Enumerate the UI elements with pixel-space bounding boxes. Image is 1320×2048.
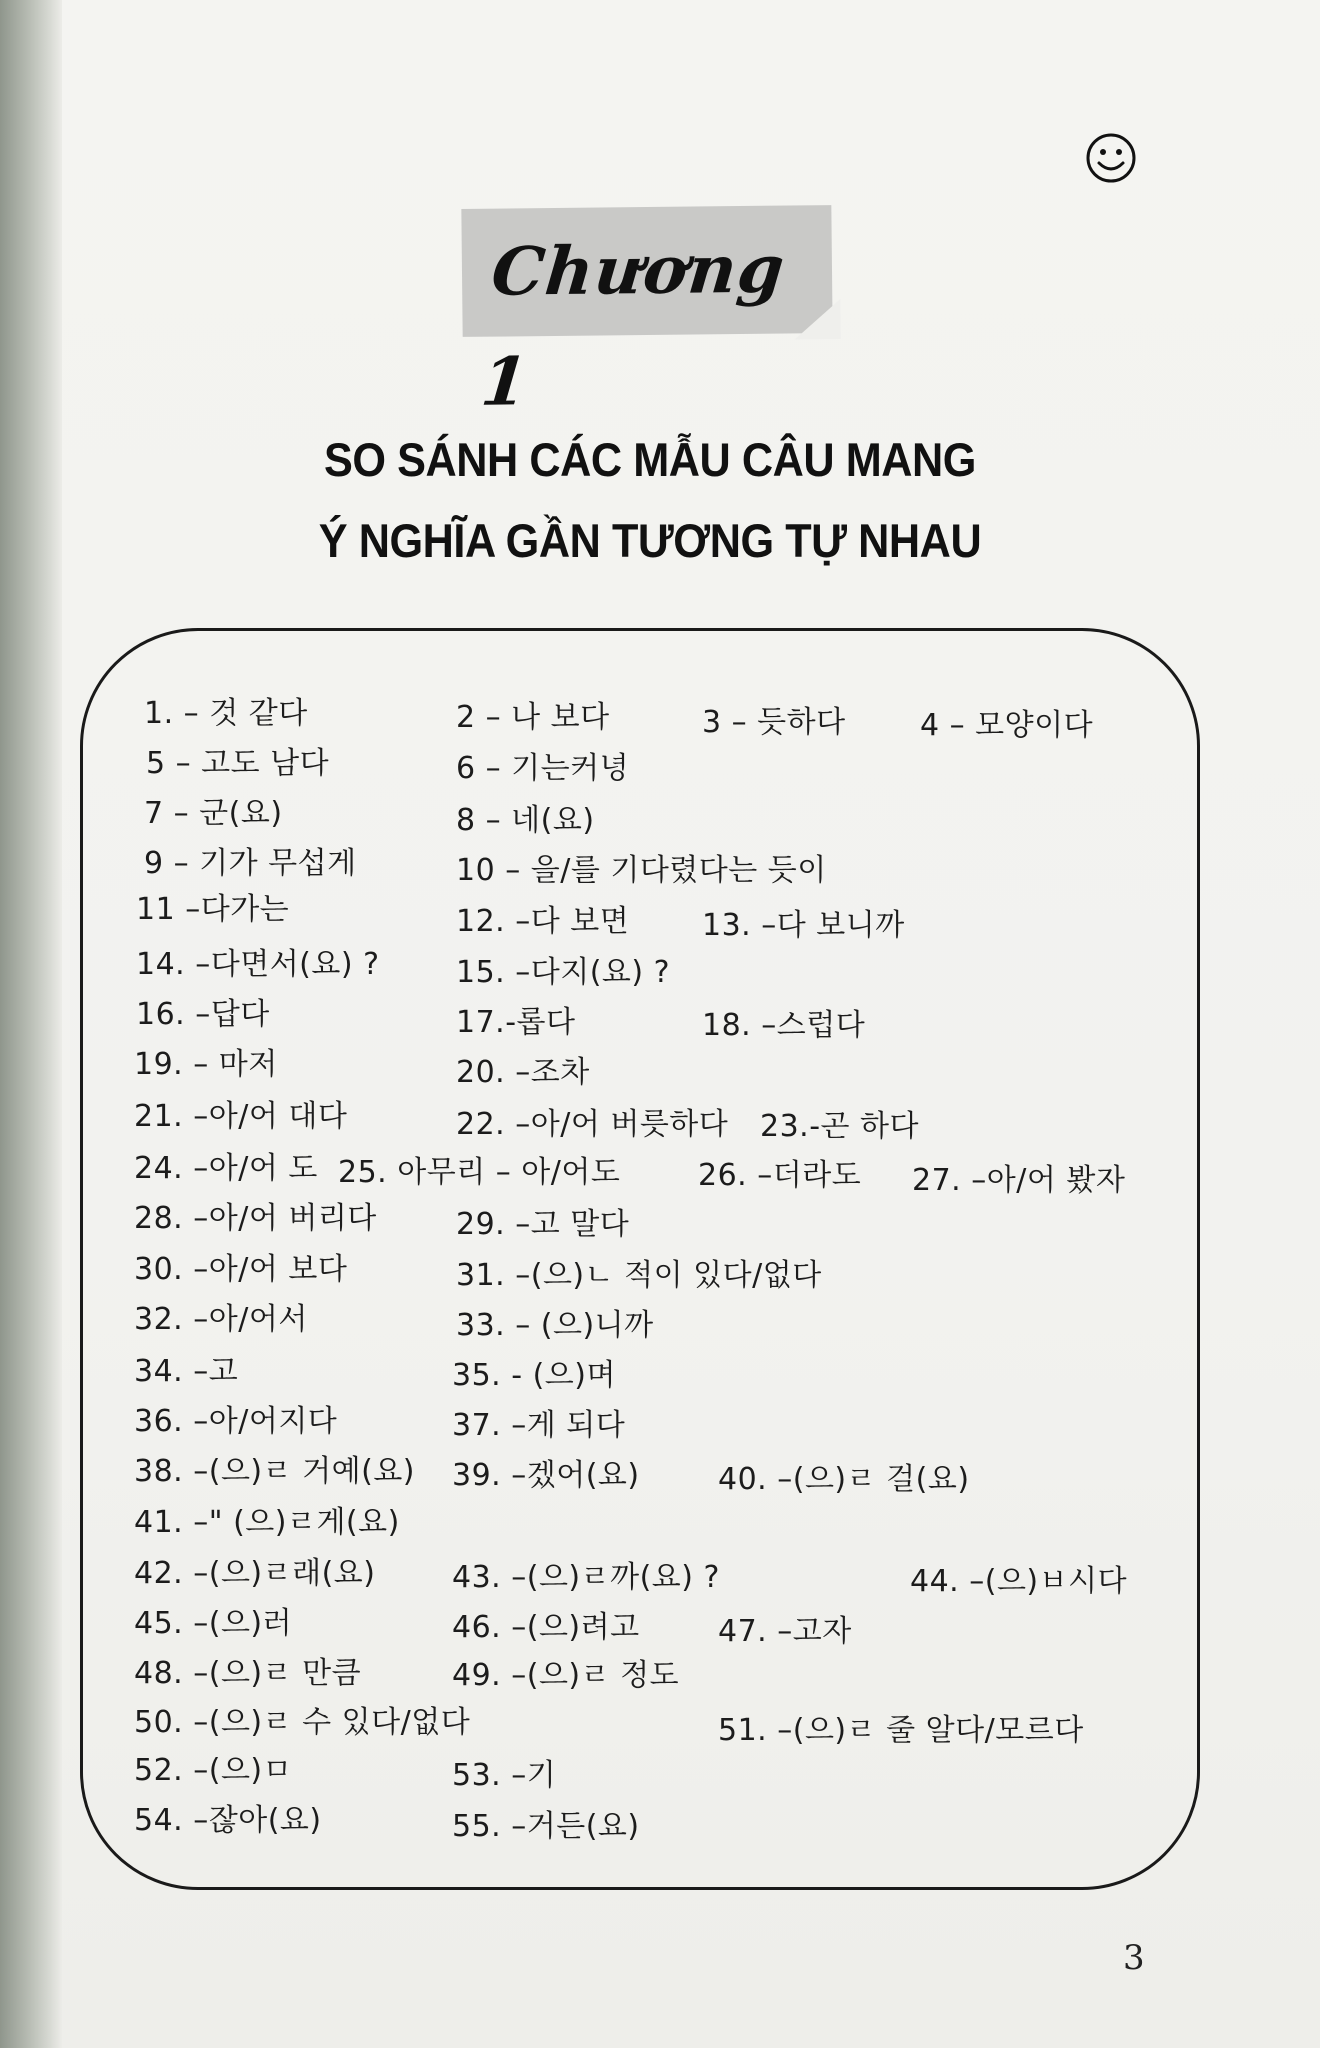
pattern-item: 5 – 고도 남다 [146,746,330,781]
pattern-item: 7 – 군(요) [144,796,283,831]
pattern-item: 53. –기 [452,1758,557,1793]
chapter-title: Chương 1 [477,229,789,421]
pattern-item: 9 – 기가 무섭게 [144,846,357,881]
pattern-item: 46. –(으)려고 [452,1610,640,1645]
pattern-item: 26. –더라도 [698,1158,862,1193]
pattern-item: 55. –거든(요) [452,1809,640,1844]
pattern-item: 40. –(으)ㄹ 걸(요) [718,1462,970,1497]
pattern-item: 15. –다지(요) ? [456,955,671,990]
pattern-item: 35. - (으)며 [452,1358,616,1393]
pattern-item: 32. –아/어서 [134,1302,308,1337]
pattern-item: 51. –(으)ㄹ 줄 알다/모르다 [718,1713,1084,1748]
pattern-item: 49. –(으)ㄹ 정도 [452,1658,680,1693]
pattern-item: 42. –(으)ㄹ래(요) [134,1556,376,1591]
pattern-item: 17.-롭다 [456,1005,576,1040]
pattern-item: 54. –잖아(요) [134,1803,322,1838]
pattern-item: 23.-곤 하다 [760,1109,920,1144]
pattern-item: 19. – 마저 [134,1047,278,1082]
pattern-item: 33. – (으)니까 [456,1308,654,1343]
pattern-item: 14. –다면서(요) ? [136,947,380,982]
pattern-item: 52. –(으)ㅁ [134,1753,293,1788]
pattern-item: 38. –(으)ㄹ 거예(요) [134,1454,415,1489]
banner-fold [794,299,840,339]
pattern-item: 30. –아/어 보다 [134,1252,348,1287]
pattern-item: 50. –(으)ㄹ 수 있다/없다 [134,1705,471,1740]
pattern-item: 29. –고 말다 [456,1207,630,1242]
pattern-item: 34. –고 [134,1354,239,1389]
pattern-item: 22. –아/어 버릇하다 [456,1107,729,1142]
pattern-item: 24. –아/어 도 [134,1151,318,1186]
pattern-item: 2 – 나 보다 [456,700,610,735]
pattern-item: 4 – 모양이다 [920,708,1094,743]
pattern-item: 45. –(으)러 [134,1606,293,1641]
pattern-item: 10 – 을/를 기다렸다는 듯이 [456,853,827,888]
section-heading-line-2: Ý NGHĨA GẦN TƯƠNG TỰ NHAU [318,514,982,567]
smiley-icon [1085,132,1137,184]
pattern-item: 31. –(으)ㄴ 적이 있다/없다 [456,1258,822,1293]
pattern-item: 13. –다 보니까 [702,908,905,943]
section-heading-line-1: SO SÁNH CÁC MẪU CÂU MANG [324,433,976,486]
pattern-item: 6 – 기는커녕 [456,751,630,786]
pattern-item: 48. –(으)ㄹ 만큼 [134,1656,362,1691]
pattern-item: 44. –(으)ㅂ시다 [910,1564,1128,1599]
pattern-item: 43. –(으)ㄹ까(요) ? [452,1560,720,1595]
pattern-item: 47. –고자 [718,1614,852,1649]
pattern-item: 16. –답다 [136,997,270,1032]
pattern-item: 18. –스럽다 [702,1008,866,1043]
page-number: 3 [1123,1938,1145,1978]
pattern-item: 41. –" (으)ㄹ게(요) [134,1505,400,1540]
pattern-item: 8 – 네(요) [456,803,595,838]
pattern-item: 11 –다가는 [136,892,290,927]
pattern-item: 37. –게 되다 [452,1408,626,1443]
chapter-banner [461,205,832,421]
pattern-item: 1. – 것 같다 [144,696,308,731]
pattern-item: 25. 아무리 – 아/어도 [338,1155,621,1190]
pattern-item: 3 – 듯하다 [702,705,846,740]
book-spine-shadow [0,0,62,2048]
pattern-item: 39. –겠어(요) [452,1458,640,1493]
pattern-item: 21. –아/어 대다 [134,1099,348,1134]
pattern-item: 20. –조차 [456,1055,590,1090]
pattern-item: 28. –아/어 버리다 [134,1201,377,1236]
pattern-item: 36. –아/어지다 [134,1404,338,1439]
pattern-item: 27. –아/어 봤자 [912,1163,1126,1198]
pattern-item: 12. –다 보면 [456,904,630,939]
